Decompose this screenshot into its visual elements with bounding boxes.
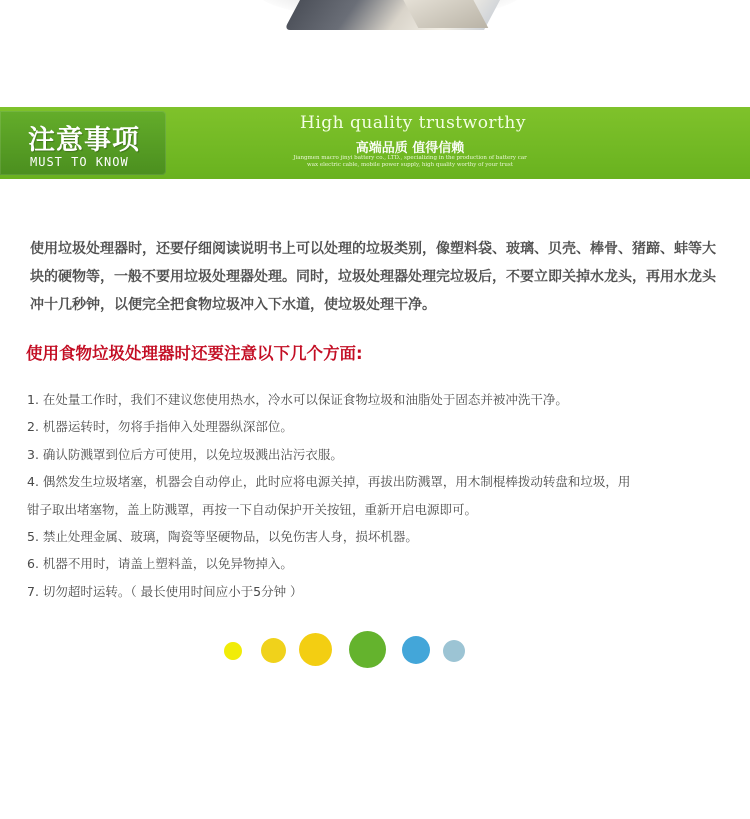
slogan-fine-print [275, 155, 545, 169]
slogan-fine-print-line-2: wax electric cable, mobile power supply, high quality worthy of your trust [307, 162, 513, 168]
product-photo-fragment [0, 0, 750, 100]
notice-list [27, 386, 727, 605]
list-item: 6. 机器不用时，请盖上塑料盖，以免异物掉入。 [27, 556, 293, 572]
notice-headline: 使用食物垃圾处理器时还要注意以下几个方面: [26, 344, 363, 363]
badge-subtitle: MUST TO KNOW [30, 155, 129, 169]
slogan-fine-print-line-1: Jiangmen macro jinyi battery co., LTD., specializing in the production of battery car [293, 155, 527, 161]
notice-badge [0, 111, 166, 175]
list-item: 2. 机器运转时，勿将手指伸入处理器纵深部位。 [27, 419, 293, 435]
slogan-english: High quality trustworthy [300, 113, 526, 133]
badge-title: 注意事项 [28, 125, 140, 156]
decorative-dot-yellow-medium [261, 638, 286, 663]
intro-paragraph: 使用垃圾处理器时，还要仔细阅读说明书上可以处理的垃圾类别，像塑料袋、玻璃、贝壳、棒骨、猪蹄、蚌等大块的硬物等，一般不要用垃圾处理器处理。同时，垃圾处理器处理完垃圾后，不要立即关掉水龙头，再用水龙头冲十几秒钟，以便完全把食物垃圾冲入下水道，使垃圾处理干净。 [30, 241, 716, 313]
decorative-dot-blue [402, 636, 430, 664]
slogan-chinese: 高端品质 值得信赖 [355, 141, 465, 156]
list-item: 4. 偶然发生垃圾堵塞，机器会自动停止，此时应将电源关掉，再拔出防溅罩，用木制棍棒拨动转盘和垃圾，用 [27, 474, 631, 490]
list-item: 3. 确认防溅罩到位后方可使用，以免垃圾溅出沾污衣服。 [27, 446, 343, 462]
list-item: 5. 禁止处理金属、玻璃，陶瓷等坚硬物品，以免伤害人身，损坏机器。 [27, 529, 418, 545]
section-banner [0, 107, 750, 179]
decorative-dot-yellow-small [224, 642, 242, 660]
decorative-dot-light-blue [443, 640, 465, 662]
decorative-dot-green [349, 631, 386, 668]
list-item: 1. 在处量工作时，我们不建议您使用热水，冷水可以保证食物垃圾和油脂处于固态并被冲洗干净。 [27, 392, 568, 407]
list-item: 钳子取出堵塞物，盖上防溅罩，再按一下自动保护开关按钮，重新开启电源即可。 [27, 501, 478, 517]
list-item: 7. 切勿超时运转。（ 最长使用时间应小于5分钟 ） [27, 583, 303, 599]
decorative-dot-yellow-large [299, 633, 332, 666]
